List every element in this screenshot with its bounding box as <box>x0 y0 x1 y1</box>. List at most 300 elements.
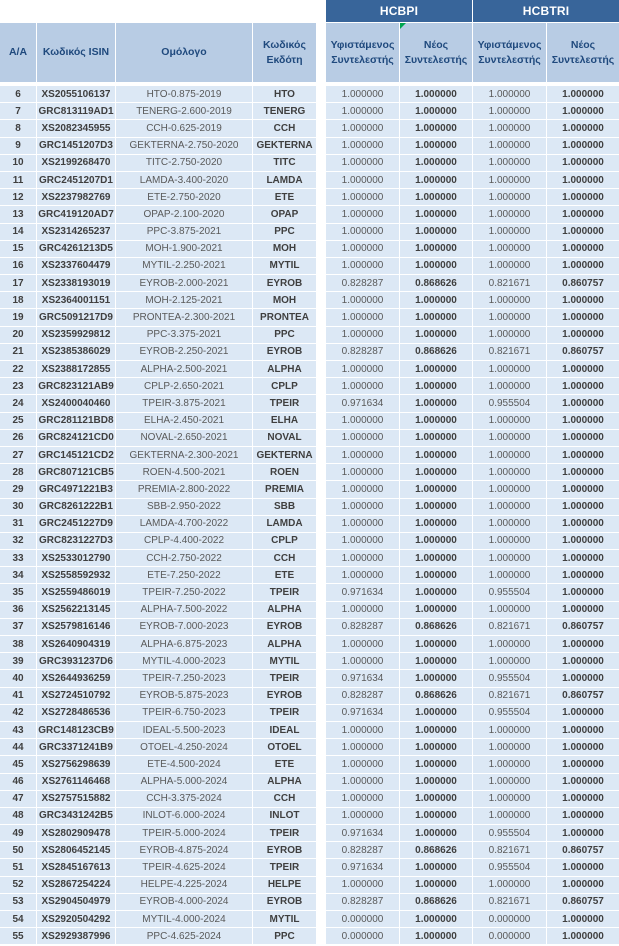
hcbpi-new-cell[interactable]: 1.000000 <box>400 361 472 377</box>
hcbpi-current-cell[interactable]: 1.000000 <box>326 309 399 325</box>
hcbtri-current-cell[interactable]: 1.000000 <box>473 172 546 188</box>
hcbtri-current-cell[interactable]: 1.000000 <box>473 120 546 136</box>
bond-cell[interactable]: ALPHA-7.500-2022 <box>116 602 252 618</box>
hcbpi-new-cell[interactable]: 1.000000 <box>400 395 472 411</box>
isin-cell[interactable]: XS2929387996 <box>37 928 115 944</box>
issuer-cell[interactable]: LAMDA <box>253 516 316 532</box>
bond-cell[interactable]: ETE-4.500-2024 <box>116 756 252 772</box>
issuer-cell[interactable]: HTO <box>253 86 316 102</box>
hcbpi-current-cell[interactable]: 1.000000 <box>326 172 399 188</box>
isin-cell[interactable]: XS2640904319 <box>37 636 115 652</box>
hcbpi-current-cell[interactable]: 0.971634 <box>326 705 399 721</box>
issuer-cell[interactable]: ROEN <box>253 464 316 480</box>
row-number-cell[interactable]: 29 <box>0 481 36 497</box>
bond-cell[interactable]: PRONTEA-2.300-2021 <box>116 309 252 325</box>
hcbtri-current-cell[interactable]: 1.000000 <box>473 636 546 652</box>
hcbpi-new-cell[interactable]: 1.000000 <box>400 516 472 532</box>
hcbpi-current-cell[interactable]: 1.000000 <box>326 258 399 274</box>
row-number-cell[interactable]: 44 <box>0 739 36 755</box>
bond-cell[interactable]: GEKTERNA-2.750-2020 <box>116 138 252 154</box>
isin-cell[interactable]: XS2562213145 <box>37 602 115 618</box>
isin-cell[interactable]: XS2082345955 <box>37 120 115 136</box>
hcbtri-current-cell[interactable]: 0.821671 <box>473 842 546 858</box>
isin-cell[interactable]: GRC3931237D6 <box>37 653 115 669</box>
hcbtri-new-cell[interactable]: 1.000000 <box>547 584 619 600</box>
hcbpi-current-cell[interactable]: 1.000000 <box>326 567 399 583</box>
hcbtri-new-cell[interactable]: 1.000000 <box>547 241 619 257</box>
hcbpi-current-cell[interactable]: 0.828287 <box>326 894 399 910</box>
hcbpi-new-cell[interactable]: 1.000000 <box>400 413 472 429</box>
hcbpi-current-cell[interactable]: 1.000000 <box>326 791 399 807</box>
hcbpi-current-cell[interactable]: 0.971634 <box>326 825 399 841</box>
hcbtri-new-cell[interactable]: 1.000000 <box>547 361 619 377</box>
hcbpi-current-cell[interactable]: 1.000000 <box>326 499 399 515</box>
isin-cell[interactable]: XS2388172855 <box>37 361 115 377</box>
hcbpi-current-cell[interactable]: 1.000000 <box>326 86 399 102</box>
group-header-hcbtri[interactable]: HCBTRI <box>473 0 619 22</box>
row-number-cell[interactable]: 11 <box>0 172 36 188</box>
hcbpi-new-cell[interactable]: 1.000000 <box>400 86 472 102</box>
isin-cell[interactable]: XS2400040460 <box>37 395 115 411</box>
hcbpi-new-cell[interactable]: 1.000000 <box>400 705 472 721</box>
hcbpi-current-cell[interactable]: 1.000000 <box>326 430 399 446</box>
bond-cell[interactable]: EYROB-2.000-2021 <box>116 275 252 291</box>
isin-cell[interactable]: GRC145121CD2 <box>37 447 115 463</box>
issuer-cell[interactable]: TPEIR <box>253 859 316 875</box>
hcbtri-new-cell[interactable]: 1.000000 <box>547 327 619 343</box>
bond-cell[interactable]: MYTIL-2.250-2021 <box>116 258 252 274</box>
hcbtri-current-cell[interactable]: 1.000000 <box>473 516 546 532</box>
hcbpi-current-cell[interactable]: 1.000000 <box>326 550 399 566</box>
col-header-hcbtri-current[interactable]: Υφιστάμενος Συντελεστής <box>473 23 546 82</box>
hcbpi-current-cell[interactable]: 1.000000 <box>326 241 399 257</box>
bond-cell[interactable]: PPC-3.875-2021 <box>116 224 252 240</box>
isin-cell[interactable]: XS2314265237 <box>37 224 115 240</box>
bond-cell[interactable]: TPEIR-3.875-2021 <box>116 395 252 411</box>
bond-cell[interactable]: MYTIL-4.000-2023 <box>116 653 252 669</box>
bond-cell[interactable]: IDEAL-5.500-2023 <box>116 722 252 738</box>
isin-cell[interactable]: GRC813119AD1 <box>37 103 115 119</box>
hcbtri-current-cell[interactable]: 1.000000 <box>473 258 546 274</box>
hcbtri-new-cell[interactable]: 1.000000 <box>547 911 619 927</box>
hcbpi-new-cell[interactable]: 1.000000 <box>400 447 472 463</box>
hcbpi-current-cell[interactable]: 1.000000 <box>326 774 399 790</box>
isin-cell[interactable]: GRC1451207D3 <box>37 138 115 154</box>
bond-cell[interactable]: LAMDA-3.400-2020 <box>116 172 252 188</box>
bond-cell[interactable]: ALPHA-6.875-2023 <box>116 636 252 652</box>
isin-cell[interactable]: XS2559486019 <box>37 584 115 600</box>
bond-cell[interactable]: HTO-0.875-2019 <box>116 86 252 102</box>
issuer-cell[interactable]: CPLP <box>253 378 316 394</box>
hcbtri-new-cell[interactable]: 0.860757 <box>547 344 619 360</box>
hcbtri-current-cell[interactable]: 1.000000 <box>473 533 546 549</box>
row-number-cell[interactable]: 9 <box>0 138 36 154</box>
issuer-cell[interactable]: TPEIR <box>253 670 316 686</box>
hcbtri-new-cell[interactable]: 1.000000 <box>547 292 619 308</box>
hcbtri-new-cell[interactable]: 1.000000 <box>547 636 619 652</box>
hcbpi-new-cell[interactable]: 1.000000 <box>400 756 472 772</box>
hcbpi-new-cell[interactable]: 0.868626 <box>400 842 472 858</box>
row-number-cell[interactable]: 42 <box>0 705 36 721</box>
bond-cell[interactable]: MOH-2.125-2021 <box>116 292 252 308</box>
hcbtri-current-cell[interactable]: 0.821671 <box>473 619 546 635</box>
issuer-cell[interactable]: IDEAL <box>253 722 316 738</box>
hcbpi-current-cell[interactable]: 1.000000 <box>326 189 399 205</box>
row-number-cell[interactable]: 53 <box>0 894 36 910</box>
bond-cell[interactable]: INLOT-6.000-2024 <box>116 808 252 824</box>
hcbtri-current-cell[interactable]: 0.955504 <box>473 705 546 721</box>
hcbpi-current-cell[interactable]: 1.000000 <box>326 636 399 652</box>
hcbtri-new-cell[interactable]: 1.000000 <box>547 602 619 618</box>
hcbpi-current-cell[interactable]: 0.971634 <box>326 859 399 875</box>
issuer-cell[interactable]: SBB <box>253 499 316 515</box>
hcbpi-current-cell[interactable]: 1.000000 <box>326 756 399 772</box>
hcbtri-current-cell[interactable]: 1.000000 <box>473 309 546 325</box>
hcbtri-new-cell[interactable]: 1.000000 <box>547 670 619 686</box>
bond-cell[interactable]: EYROB-7.000-2023 <box>116 619 252 635</box>
isin-cell[interactable]: XS2558592932 <box>37 567 115 583</box>
hcbpi-new-cell[interactable]: 1.000000 <box>400 224 472 240</box>
row-number-cell[interactable]: 24 <box>0 395 36 411</box>
bond-cell[interactable]: PPC-4.625-2024 <box>116 928 252 944</box>
hcbpi-current-cell[interactable]: 1.000000 <box>326 378 399 394</box>
hcbtri-new-cell[interactable]: 1.000000 <box>547 378 619 394</box>
issuer-cell[interactable]: OPAP <box>253 206 316 222</box>
issuer-cell[interactable]: NOVAL <box>253 430 316 446</box>
bond-cell[interactable]: TPEIR-7.250-2023 <box>116 670 252 686</box>
hcbtri-new-cell[interactable]: 1.000000 <box>547 859 619 875</box>
issuer-cell[interactable]: OTOEL <box>253 739 316 755</box>
hcbtri-current-cell[interactable]: 1.000000 <box>473 481 546 497</box>
hcbpi-new-cell[interactable]: 1.000000 <box>400 791 472 807</box>
isin-cell[interactable]: XS2802909478 <box>37 825 115 841</box>
hcbtri-current-cell[interactable]: 0.821671 <box>473 894 546 910</box>
bond-cell[interactable]: CCH-2.750-2022 <box>116 550 252 566</box>
issuer-cell[interactable]: EYROB <box>253 344 316 360</box>
hcbtri-new-cell[interactable]: 1.000000 <box>547 120 619 136</box>
row-number-cell[interactable]: 14 <box>0 224 36 240</box>
row-number-cell[interactable]: 16 <box>0 258 36 274</box>
hcbpi-current-cell[interactable]: 1.000000 <box>326 327 399 343</box>
isin-cell[interactable]: XS2237982769 <box>37 189 115 205</box>
issuer-cell[interactable]: MYTIL <box>253 653 316 669</box>
hcbtri-current-cell[interactable]: 1.000000 <box>473 206 546 222</box>
issuer-cell[interactable]: ALPHA <box>253 602 316 618</box>
bond-cell[interactable]: CCH-0.625-2019 <box>116 120 252 136</box>
isin-cell[interactable]: XS2867254224 <box>37 877 115 893</box>
bond-cell[interactable]: EYROB-4.875-2024 <box>116 842 252 858</box>
bond-cell[interactable]: MYTIL-4.000-2024 <box>116 911 252 927</box>
row-number-cell[interactable]: 25 <box>0 413 36 429</box>
hcbpi-current-cell[interactable]: 1.000000 <box>326 516 399 532</box>
hcbtri-new-cell[interactable]: 1.000000 <box>547 808 619 824</box>
hcbtri-new-cell[interactable]: 1.000000 <box>547 413 619 429</box>
row-number-cell[interactable]: 15 <box>0 241 36 257</box>
hcbtri-new-cell[interactable]: 1.000000 <box>547 705 619 721</box>
hcbpi-current-cell[interactable]: 1.000000 <box>326 103 399 119</box>
row-number-cell[interactable]: 46 <box>0 774 36 790</box>
bond-cell[interactable]: HELPE-4.225-2024 <box>116 877 252 893</box>
isin-cell[interactable]: XS2845167613 <box>37 859 115 875</box>
hcbtri-new-cell[interactable]: 0.860757 <box>547 842 619 858</box>
isin-cell[interactable]: GRC148123CB9 <box>37 722 115 738</box>
hcbtri-current-cell[interactable]: 1.000000 <box>473 877 546 893</box>
isin-cell[interactable]: XS2904504979 <box>37 894 115 910</box>
isin-cell[interactable]: GRC5091217D9 <box>37 309 115 325</box>
row-number-cell[interactable]: 33 <box>0 550 36 566</box>
row-number-cell[interactable]: 51 <box>0 859 36 875</box>
bond-cell[interactable]: TENERG-2.600-2019 <box>116 103 252 119</box>
hcbpi-new-cell[interactable]: 1.000000 <box>400 877 472 893</box>
hcbtri-current-cell[interactable]: 1.000000 <box>473 808 546 824</box>
hcbtri-current-cell[interactable]: 0.000000 <box>473 928 546 944</box>
bond-cell[interactable]: TITC-2.750-2020 <box>116 155 252 171</box>
col-header-hcbpi-current[interactable]: Υφιστάμενος Συντελεστής <box>326 23 399 82</box>
issuer-cell[interactable]: LAMDA <box>253 172 316 188</box>
hcbtri-new-cell[interactable]: 1.000000 <box>547 877 619 893</box>
hcbtri-new-cell[interactable]: 0.860757 <box>547 275 619 291</box>
hcbpi-new-cell[interactable]: 0.868626 <box>400 894 472 910</box>
group-header-hcbpi[interactable]: HCBPI <box>326 0 472 22</box>
issuer-cell[interactable]: TPEIR <box>253 395 316 411</box>
issuer-cell[interactable]: MYTIL <box>253 258 316 274</box>
hcbtri-current-cell[interactable]: 1.000000 <box>473 447 546 463</box>
hcbpi-new-cell[interactable]: 1.000000 <box>400 859 472 875</box>
hcbtri-current-cell[interactable]: 0.955504 <box>473 825 546 841</box>
hcbtri-current-cell[interactable]: 1.000000 <box>473 430 546 446</box>
isin-cell[interactable]: XS2761146468 <box>37 774 115 790</box>
isin-cell[interactable]: GRC2451207D1 <box>37 172 115 188</box>
hcbtri-current-cell[interactable]: 0.955504 <box>473 395 546 411</box>
issuer-cell[interactable]: PPC <box>253 327 316 343</box>
hcbtri-new-cell[interactable]: 1.000000 <box>547 653 619 669</box>
isin-cell[interactable]: GRC419120AD7 <box>37 206 115 222</box>
hcbpi-current-cell[interactable]: 1.000000 <box>326 138 399 154</box>
row-number-cell[interactable]: 12 <box>0 189 36 205</box>
hcbtri-new-cell[interactable]: 0.860757 <box>547 894 619 910</box>
isin-cell[interactable]: GRC824121CD0 <box>37 430 115 446</box>
row-number-cell[interactable]: 43 <box>0 722 36 738</box>
row-number-cell[interactable]: 52 <box>0 877 36 893</box>
issuer-cell[interactable]: PRONTEA <box>253 309 316 325</box>
hcbtri-current-cell[interactable]: 1.000000 <box>473 653 546 669</box>
hcbpi-current-cell[interactable]: 1.000000 <box>326 481 399 497</box>
hcbpi-current-cell[interactable]: 1.000000 <box>326 877 399 893</box>
hcbpi-current-cell[interactable]: 1.000000 <box>326 808 399 824</box>
bond-cell[interactable]: EYROB-4.000-2024 <box>116 894 252 910</box>
issuer-cell[interactable]: EYROB <box>253 619 316 635</box>
hcbtri-new-cell[interactable]: 1.000000 <box>547 516 619 532</box>
hcbpi-current-cell[interactable]: 0.828287 <box>326 688 399 704</box>
isin-cell[interactable]: GRC2451227D9 <box>37 516 115 532</box>
hcbtri-new-cell[interactable]: 1.000000 <box>547 138 619 154</box>
issuer-cell[interactable]: TENERG <box>253 103 316 119</box>
hcbtri-current-cell[interactable]: 0.821671 <box>473 275 546 291</box>
issuer-cell[interactable]: TITC <box>253 155 316 171</box>
hcbpi-new-cell[interactable]: 1.000000 <box>400 309 472 325</box>
issuer-cell[interactable]: ALPHA <box>253 774 316 790</box>
hcbtri-current-cell[interactable]: 0.821671 <box>473 344 546 360</box>
isin-cell[interactable]: XS2199268470 <box>37 155 115 171</box>
hcbtri-new-cell[interactable]: 1.000000 <box>547 756 619 772</box>
hcbpi-new-cell[interactable]: 1.000000 <box>400 464 472 480</box>
hcbtri-new-cell[interactable]: 1.000000 <box>547 481 619 497</box>
hcbpi-new-cell[interactable]: 1.000000 <box>400 499 472 515</box>
hcbtri-current-cell[interactable]: 1.000000 <box>473 567 546 583</box>
issuer-cell[interactable]: PPC <box>253 928 316 944</box>
bond-cell[interactable]: EYROB-5.875-2023 <box>116 688 252 704</box>
issuer-cell[interactable]: PREMIA <box>253 481 316 497</box>
hcbtri-new-cell[interactable]: 1.000000 <box>547 309 619 325</box>
hcbpi-current-cell[interactable]: 0.000000 <box>326 928 399 944</box>
col-header-issuer[interactable]: Κωδικός Εκδότη <box>253 23 316 82</box>
hcbpi-current-cell[interactable]: 1.000000 <box>326 155 399 171</box>
hcbtri-new-cell[interactable]: 1.000000 <box>547 739 619 755</box>
hcbtri-current-cell[interactable]: 1.000000 <box>473 602 546 618</box>
hcbtri-current-cell[interactable]: 1.000000 <box>473 739 546 755</box>
hcbpi-new-cell[interactable]: 1.000000 <box>400 653 472 669</box>
row-number-cell[interactable]: 26 <box>0 430 36 446</box>
issuer-cell[interactable]: ETE <box>253 567 316 583</box>
hcbpi-new-cell[interactable]: 1.000000 <box>400 155 472 171</box>
issuer-cell[interactable]: GEKTERNA <box>253 138 316 154</box>
isin-cell[interactable]: XS2806452145 <box>37 842 115 858</box>
isin-cell[interactable]: XS2338193019 <box>37 275 115 291</box>
hcbtri-new-cell[interactable]: 1.000000 <box>547 224 619 240</box>
hcbpi-current-cell[interactable]: 0.971634 <box>326 395 399 411</box>
hcbpi-new-cell[interactable]: 1.000000 <box>400 722 472 738</box>
row-number-cell[interactable]: 36 <box>0 602 36 618</box>
hcbpi-new-cell[interactable]: 1.000000 <box>400 550 472 566</box>
row-number-cell[interactable]: 8 <box>0 120 36 136</box>
hcbtri-new-cell[interactable]: 1.000000 <box>547 533 619 549</box>
bond-cell[interactable]: OPAP-2.100-2020 <box>116 206 252 222</box>
isin-cell[interactable]: GRC823121AB9 <box>37 378 115 394</box>
row-number-cell[interactable]: 7 <box>0 103 36 119</box>
hcbpi-new-cell[interactable]: 1.000000 <box>400 739 472 755</box>
hcbpi-new-cell[interactable]: 1.000000 <box>400 602 472 618</box>
hcbtri-new-cell[interactable]: 0.860757 <box>547 688 619 704</box>
hcbpi-current-cell[interactable]: 0.828287 <box>326 842 399 858</box>
issuer-cell[interactable]: GEKTERNA <box>253 447 316 463</box>
row-number-cell[interactable]: 17 <box>0 275 36 291</box>
hcbpi-new-cell[interactable]: 1.000000 <box>400 378 472 394</box>
hcbtri-current-cell[interactable]: 0.000000 <box>473 911 546 927</box>
hcbtri-current-cell[interactable]: 0.955504 <box>473 670 546 686</box>
isin-cell[interactable]: XS2724510792 <box>37 688 115 704</box>
bond-cell[interactable]: NOVAL-2.650-2021 <box>116 430 252 446</box>
hcbtri-new-cell[interactable]: 1.000000 <box>547 172 619 188</box>
row-number-cell[interactable]: 28 <box>0 464 36 480</box>
row-number-cell[interactable]: 18 <box>0 292 36 308</box>
hcbtri-new-cell[interactable]: 1.000000 <box>547 206 619 222</box>
bond-cell[interactable]: CCH-3.375-2024 <box>116 791 252 807</box>
bond-cell[interactable]: TPEIR-5.000-2024 <box>116 825 252 841</box>
hcbtri-new-cell[interactable]: 1.000000 <box>547 499 619 515</box>
row-number-cell[interactable]: 49 <box>0 825 36 841</box>
hcbpi-current-cell[interactable]: 1.000000 <box>326 120 399 136</box>
bond-cell[interactable]: TPEIR-6.750-2023 <box>116 705 252 721</box>
issuer-cell[interactable]: EYROB <box>253 275 316 291</box>
row-number-cell[interactable]: 20 <box>0 327 36 343</box>
bond-cell[interactable]: ETE-2.750-2020 <box>116 189 252 205</box>
issuer-cell[interactable]: MOH <box>253 292 316 308</box>
row-number-cell[interactable]: 6 <box>0 86 36 102</box>
isin-cell[interactable]: XS2533012790 <box>37 550 115 566</box>
issuer-cell[interactable]: EYROB <box>253 842 316 858</box>
hcbpi-current-cell[interactable]: 0.828287 <box>326 275 399 291</box>
isin-cell[interactable]: XS2920504292 <box>37 911 115 927</box>
bond-cell[interactable]: TPEIR-7.250-2022 <box>116 584 252 600</box>
row-number-cell[interactable]: 10 <box>0 155 36 171</box>
isin-cell[interactable]: GRC807121CB5 <box>37 464 115 480</box>
hcbtri-current-cell[interactable]: 1.000000 <box>473 327 546 343</box>
bond-cell[interactable]: ELHA-2.450-2021 <box>116 413 252 429</box>
bond-cell[interactable]: CPLP-2.650-2021 <box>116 378 252 394</box>
row-number-cell[interactable]: 37 <box>0 619 36 635</box>
hcbpi-new-cell[interactable]: 1.000000 <box>400 241 472 257</box>
col-header-hcbpi-new[interactable]: Νέος Συντελεστής <box>400 23 472 82</box>
hcbpi-current-cell[interactable]: 0.000000 <box>326 911 399 927</box>
isin-cell[interactable]: XS2055106137 <box>37 86 115 102</box>
hcbpi-new-cell[interactable]: 1.000000 <box>400 636 472 652</box>
col-header-bond[interactable]: Ομόλογο <box>116 23 252 82</box>
hcbpi-new-cell[interactable]: 1.000000 <box>400 327 472 343</box>
issuer-cell[interactable]: TPEIR <box>253 705 316 721</box>
isin-cell[interactable]: XS2579816146 <box>37 619 115 635</box>
hcbtri-current-cell[interactable]: 1.000000 <box>473 791 546 807</box>
hcbtri-new-cell[interactable]: 1.000000 <box>547 825 619 841</box>
bond-cell[interactable]: MOH-1.900-2021 <box>116 241 252 257</box>
issuer-cell[interactable]: TPEIR <box>253 825 316 841</box>
row-number-cell[interactable]: 45 <box>0 756 36 772</box>
row-number-cell[interactable]: 40 <box>0 670 36 686</box>
hcbpi-new-cell[interactable]: 0.868626 <box>400 688 472 704</box>
issuer-cell[interactable]: EYROB <box>253 894 316 910</box>
hcbtri-new-cell[interactable]: 1.000000 <box>547 86 619 102</box>
hcbtri-current-cell[interactable]: 1.000000 <box>473 86 546 102</box>
hcbpi-current-cell[interactable]: 1.000000 <box>326 447 399 463</box>
hcbtri-current-cell[interactable]: 1.000000 <box>473 189 546 205</box>
isin-cell[interactable]: XS2359929812 <box>37 327 115 343</box>
isin-cell[interactable]: XS2337604479 <box>37 258 115 274</box>
bond-cell[interactable]: PPC-3.375-2021 <box>116 327 252 343</box>
hcbpi-current-cell[interactable]: 1.000000 <box>326 739 399 755</box>
isin-cell[interactable]: XS2364001151 <box>37 292 115 308</box>
hcbpi-new-cell[interactable]: 1.000000 <box>400 189 472 205</box>
hcbpi-new-cell[interactable]: 1.000000 <box>400 138 472 154</box>
issuer-cell[interactable]: PPC <box>253 224 316 240</box>
hcbpi-new-cell[interactable]: 1.000000 <box>400 825 472 841</box>
hcbpi-new-cell[interactable]: 1.000000 <box>400 430 472 446</box>
issuer-cell[interactable]: ALPHA <box>253 361 316 377</box>
bond-cell[interactable]: TPEIR-4.625-2024 <box>116 859 252 875</box>
isin-cell[interactable]: XS2385386029 <box>37 344 115 360</box>
issuer-cell[interactable]: ELHA <box>253 413 316 429</box>
row-number-cell[interactable]: 39 <box>0 653 36 669</box>
hcbtri-current-cell[interactable]: 0.955504 <box>473 859 546 875</box>
hcbtri-current-cell[interactable]: 1.000000 <box>473 378 546 394</box>
issuer-cell[interactable]: INLOT <box>253 808 316 824</box>
issuer-cell[interactable]: ALPHA <box>253 636 316 652</box>
hcbtri-new-cell[interactable]: 1.000000 <box>547 155 619 171</box>
isin-cell[interactable]: GRC4971221B3 <box>37 481 115 497</box>
row-number-cell[interactable]: 35 <box>0 584 36 600</box>
hcbtri-current-cell[interactable]: 1.000000 <box>473 774 546 790</box>
isin-cell[interactable]: GRC3371241B9 <box>37 739 115 755</box>
hcbpi-new-cell[interactable]: 1.000000 <box>400 206 472 222</box>
row-number-cell[interactable]: 30 <box>0 499 36 515</box>
